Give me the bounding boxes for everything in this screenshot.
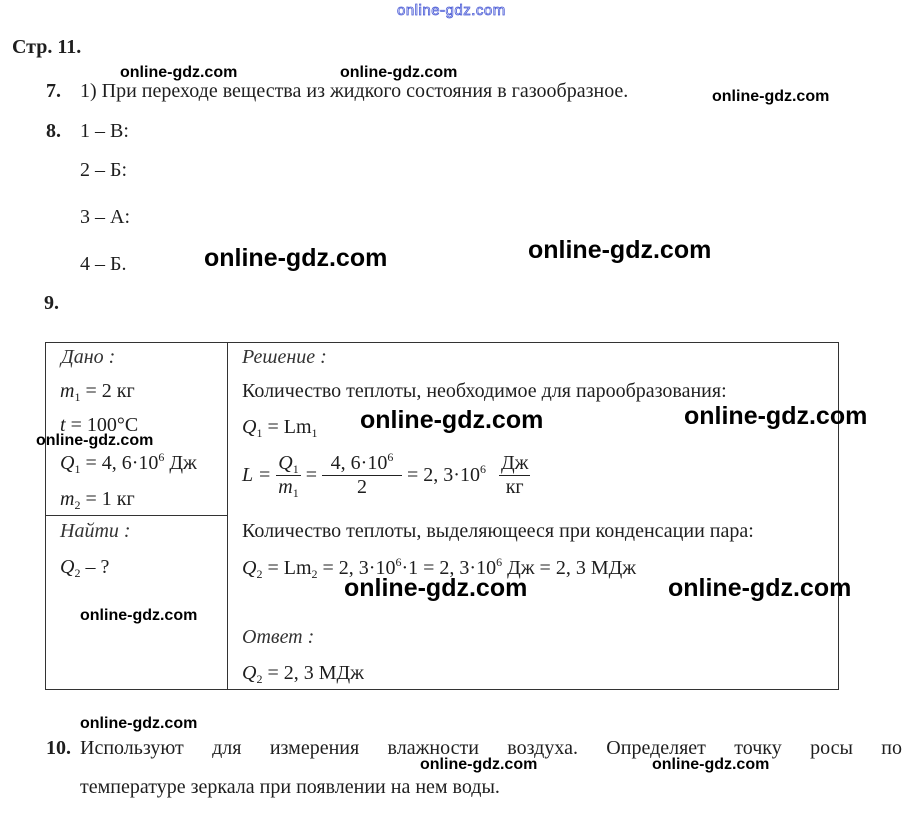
q8-number: 8. (46, 120, 61, 142)
watermark: online-gdz.com (420, 756, 538, 773)
formula-Q1: $Q_1 = Lm_1$ (242, 416, 318, 440)
given-m2: $m_2 = 1$ кг (60, 488, 135, 512)
q8-item-3: 3 – А: (80, 206, 130, 228)
q8-item-2: 2 – Б: (80, 159, 128, 181)
q7-number: 7. (46, 80, 61, 102)
watermark: online-gdz.com (344, 574, 528, 602)
page-label: Стр. 11. (12, 36, 82, 58)
answer-title: Ответ : (242, 626, 315, 648)
fraction-unit: $\frac{Дж}{кг}$ (500, 452, 529, 498)
find-title: Найти : (60, 520, 131, 542)
q10-line-2: температуре зеркала при появлении на нем воды. (80, 776, 500, 798)
watermark: online-gdz.com (360, 406, 544, 434)
solution-line-2: Количество теплоты, выделяющееся при конденсации пара: (242, 520, 754, 542)
given-m1: $m_1 = 2$ кг (60, 380, 135, 404)
q10-number: 10. (46, 737, 71, 759)
q7-text: 1) При переходе вещества из жидкого состояния в газообразное. (80, 80, 629, 102)
table-divider-horizontal (45, 515, 228, 516)
q10-line-1: Используют для измерения влажности воздуха. Определяет точку росы по (80, 737, 902, 759)
formula-L: L = $\frac{Q_1}{m_1}$ = $\frac{4, 6\cdot 10^6}{2}$ = 2, $3\cdot 10^6$ $\frac{Дж}{кг}$ (242, 450, 529, 500)
solution-line-1: Количество теплоты, необходимое для парообразования: (242, 380, 727, 402)
q8-item-1: 1 – В: (80, 120, 129, 142)
solution-title: Решение : (242, 346, 327, 368)
q9-number: 9. (44, 292, 59, 314)
watermark: online-gdz.com (80, 607, 198, 624)
watermark: online-gdz.com (528, 236, 712, 264)
given-t: t = 100°С (60, 414, 139, 436)
q8-item-4: 4 – Б. (80, 253, 127, 275)
watermark: online-gdz.com (80, 715, 198, 732)
formula-Q2: $Q_2 = Lm_2 = 2$, $3\cdot 10^6\cdot 1 = 2$, $3\cdot 10^6$ Дж = 2, 3 МДж (242, 555, 637, 581)
watermark: online-gdz.com (120, 64, 238, 81)
watermark: online-gdz.com (36, 432, 154, 449)
fraction-values: $\frac{4, 6\cdot 10^6}{2}$ (322, 452, 402, 499)
given-title: Дано : (61, 346, 116, 368)
find-Q2: $Q_2$ – ? (60, 556, 110, 580)
watermark: online-gdz.com (668, 574, 852, 602)
watermark: online-gdz.com (340, 64, 458, 81)
watermark: online-gdz.com (204, 244, 388, 272)
fraction-Q1-m1: $\frac{Q_1}{m_1}$ (278, 452, 299, 500)
header-watermark: online-gdz.com (397, 2, 506, 19)
watermark: online-gdz.com (684, 402, 868, 430)
given-Q1: $Q_1 = 4$, $6\cdot 10^6$ Дж (60, 450, 197, 476)
watermark: online-gdz.com (652, 756, 770, 773)
answer-value: $Q_2 = 2$, 3 МДж (242, 662, 364, 686)
watermark: online-gdz.com (712, 88, 830, 105)
